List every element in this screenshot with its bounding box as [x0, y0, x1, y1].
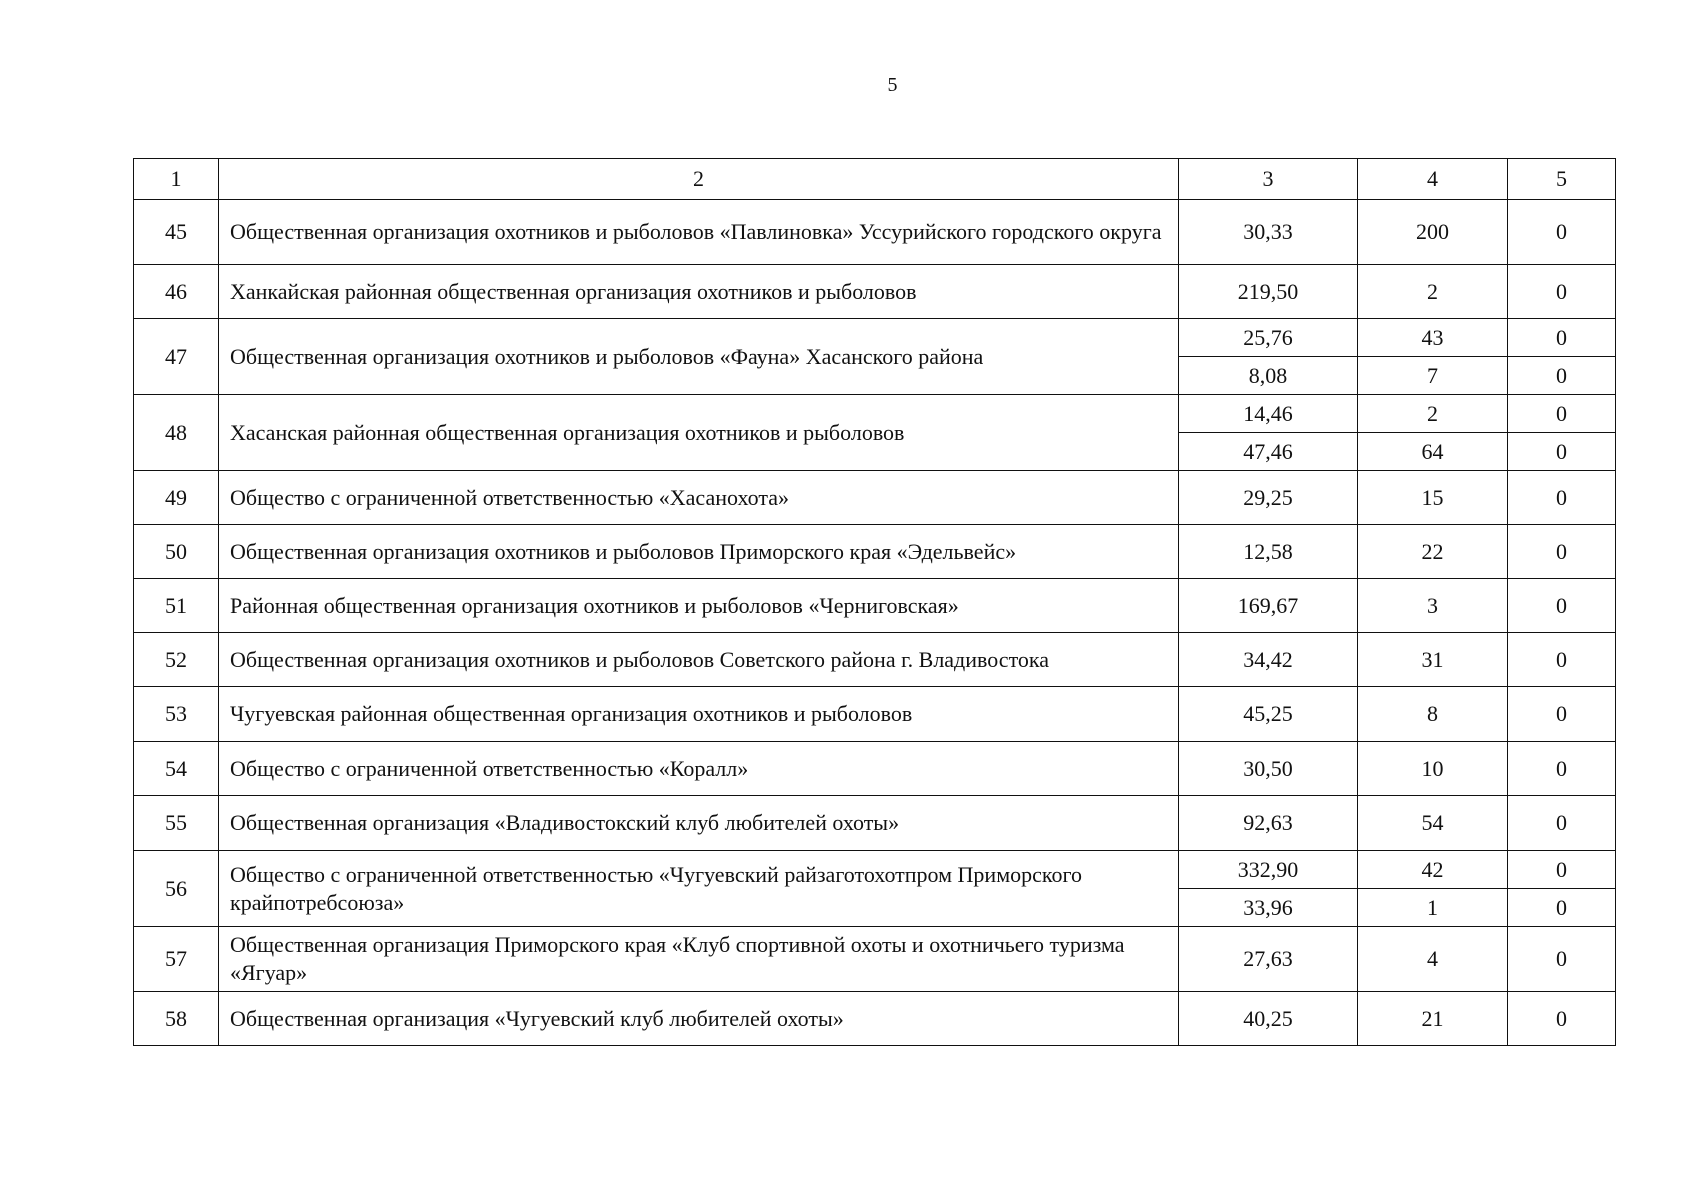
table-row — [134, 742, 1616, 796]
value-cell-c4: 1 — [1358, 889, 1508, 927]
table-row — [134, 265, 1616, 319]
value-cell-c5: 0 — [1508, 395, 1616, 433]
value-cell-c5: 0 — [1508, 687, 1616, 742]
organization-name-cell: Общество с ограниченной ответственностью «Коралл» — [219, 742, 1179, 796]
row-number-cell: 57 — [134, 927, 219, 992]
table-row — [134, 796, 1616, 851]
table-body — [134, 159, 1616, 1046]
page-number: 5 — [887, 74, 898, 96]
value-cell-c4: 4 — [1358, 927, 1508, 992]
value-cell-c3: 30,33 — [1179, 200, 1358, 265]
table-row — [134, 687, 1616, 742]
row-number-cell: 54 — [134, 742, 219, 796]
value-cell-c3: 332,90 — [1179, 851, 1358, 889]
value-cell-c5: 0 — [1508, 525, 1616, 579]
organization-name-cell: Общество с ограниченной ответственностью «Хасанохота» — [219, 471, 1179, 525]
value-cell-c4: 2 — [1358, 265, 1508, 319]
organization-name-cell: Общественная организация «Чугуевский клуб любителей охоты» — [219, 992, 1179, 1046]
value-cell-c4: 15 — [1358, 471, 1508, 525]
value-cell-c3: 169,67 — [1179, 579, 1358, 633]
organization-name-cell: Общественная организация охотников и рыболовов «Павлиновка» Уссурийского городского округа — [219, 200, 1179, 265]
row-number-cell: 46 — [134, 265, 219, 319]
value-cell-c4: 200 — [1358, 200, 1508, 265]
organization-name-cell: Районная общественная организация охотников и рыболовов «Черниговская» — [219, 579, 1179, 633]
value-cell-c5: 0 — [1508, 742, 1616, 796]
value-cell-c4: 54 — [1358, 796, 1508, 851]
organization-name-cell: Общественная организация охотников и рыболовов «Фауна» Хасанского района — [219, 319, 1179, 395]
row-number-cell: 53 — [134, 687, 219, 742]
table-row — [134, 992, 1616, 1046]
table-subrow — [134, 319, 1616, 357]
value-cell-c3: 25,76 — [1179, 319, 1358, 357]
value-cell-c3: 40,25 — [1179, 992, 1358, 1046]
row-number-cell: 55 — [134, 796, 219, 851]
row-number-cell: 45 — [134, 200, 219, 265]
value-cell-c5: 0 — [1508, 200, 1616, 265]
row-number-cell: 58 — [134, 992, 219, 1046]
value-cell-c4: 31 — [1358, 633, 1508, 687]
column-header: 3 — [1179, 159, 1358, 200]
value-cell-c5: 0 — [1508, 579, 1616, 633]
value-cell-c3: 219,50 — [1179, 265, 1358, 319]
value-cell-c5: 0 — [1508, 471, 1616, 525]
value-cell-c3: 33,96 — [1179, 889, 1358, 927]
value-cell-c4: 7 — [1358, 357, 1508, 395]
column-header: 1 — [134, 159, 219, 200]
value-cell-c4: 42 — [1358, 851, 1508, 889]
value-cell-c4: 8 — [1358, 687, 1508, 742]
row-number-cell: 47 — [134, 319, 219, 395]
column-header: 2 — [219, 159, 1179, 200]
value-cell-c3: 27,63 — [1179, 927, 1358, 992]
table-row — [134, 927, 1616, 992]
column-header: 5 — [1508, 159, 1616, 200]
value-cell-c3: 45,25 — [1179, 687, 1358, 742]
value-cell-c4: 2 — [1358, 395, 1508, 433]
row-number-cell: 52 — [134, 633, 219, 687]
organization-name-cell: Общественная организация Приморского края «Клуб спортивной охоты и охотничьего туризма «Ягуар» — [219, 927, 1179, 992]
table-row — [134, 525, 1616, 579]
value-cell-c5: 0 — [1508, 433, 1616, 471]
organization-name-cell: Общественная организация «Владивостокский клуб любителей охоты» — [219, 796, 1179, 851]
column-header: 4 — [1358, 159, 1508, 200]
table-row — [134, 633, 1616, 687]
organization-name-cell: Чугуевская районная общественная организация охотников и рыболовов — [219, 687, 1179, 742]
value-cell-c5: 0 — [1508, 265, 1616, 319]
value-cell-c3: 30,50 — [1179, 742, 1358, 796]
row-number-cell: 56 — [134, 851, 219, 927]
value-cell-c5: 0 — [1508, 927, 1616, 992]
value-cell-c5: 0 — [1508, 796, 1616, 851]
value-cell-c3: 29,25 — [1179, 471, 1358, 525]
organization-name-cell: Общество с ограниченной ответственностью «Чугуевский райзаготохотпром Приморского крайпотребсоюза» — [219, 851, 1179, 927]
value-cell-c3: 14,46 — [1179, 395, 1358, 433]
value-cell-c4: 21 — [1358, 992, 1508, 1046]
value-cell-c5: 0 — [1508, 357, 1616, 395]
value-cell-c3: 92,63 — [1179, 796, 1358, 851]
value-cell-c5: 0 — [1508, 992, 1616, 1046]
value-cell-c5: 0 — [1508, 319, 1616, 357]
value-cell-c3: 12,58 — [1179, 525, 1358, 579]
value-cell-c4: 64 — [1358, 433, 1508, 471]
row-number-cell: 48 — [134, 395, 219, 471]
table-row — [134, 200, 1616, 265]
row-number-cell: 50 — [134, 525, 219, 579]
organization-name-cell: Общественная организация охотников и рыболовов Приморского края «Эдельвейс» — [219, 525, 1179, 579]
organization-name-cell: Ханкайская районная общественная организация охотников и рыболовов — [219, 265, 1179, 319]
value-cell-c4: 22 — [1358, 525, 1508, 579]
value-cell-c4: 10 — [1358, 742, 1508, 796]
value-cell-c5: 0 — [1508, 633, 1616, 687]
organization-name-cell: Хасанская районная общественная организация охотников и рыболовов — [219, 395, 1179, 471]
table-header-row — [134, 159, 1616, 200]
value-cell-c3: 8,08 — [1179, 357, 1358, 395]
value-cell-c5: 0 — [1508, 851, 1616, 889]
table-row — [134, 579, 1616, 633]
value-cell-c3: 47,46 — [1179, 433, 1358, 471]
row-number-cell: 49 — [134, 471, 219, 525]
value-cell-c3: 34,42 — [1179, 633, 1358, 687]
row-number-cell: 51 — [134, 579, 219, 633]
data-table — [133, 158, 1616, 1046]
table-subrow — [134, 395, 1616, 433]
organization-name-cell: Общественная организация охотников и рыболовов Советского района г. Владивостока — [219, 633, 1179, 687]
value-cell-c5: 0 — [1508, 889, 1616, 927]
table-subrow — [134, 851, 1616, 889]
table-row — [134, 471, 1616, 525]
value-cell-c4: 43 — [1358, 319, 1508, 357]
value-cell-c4: 3 — [1358, 579, 1508, 633]
